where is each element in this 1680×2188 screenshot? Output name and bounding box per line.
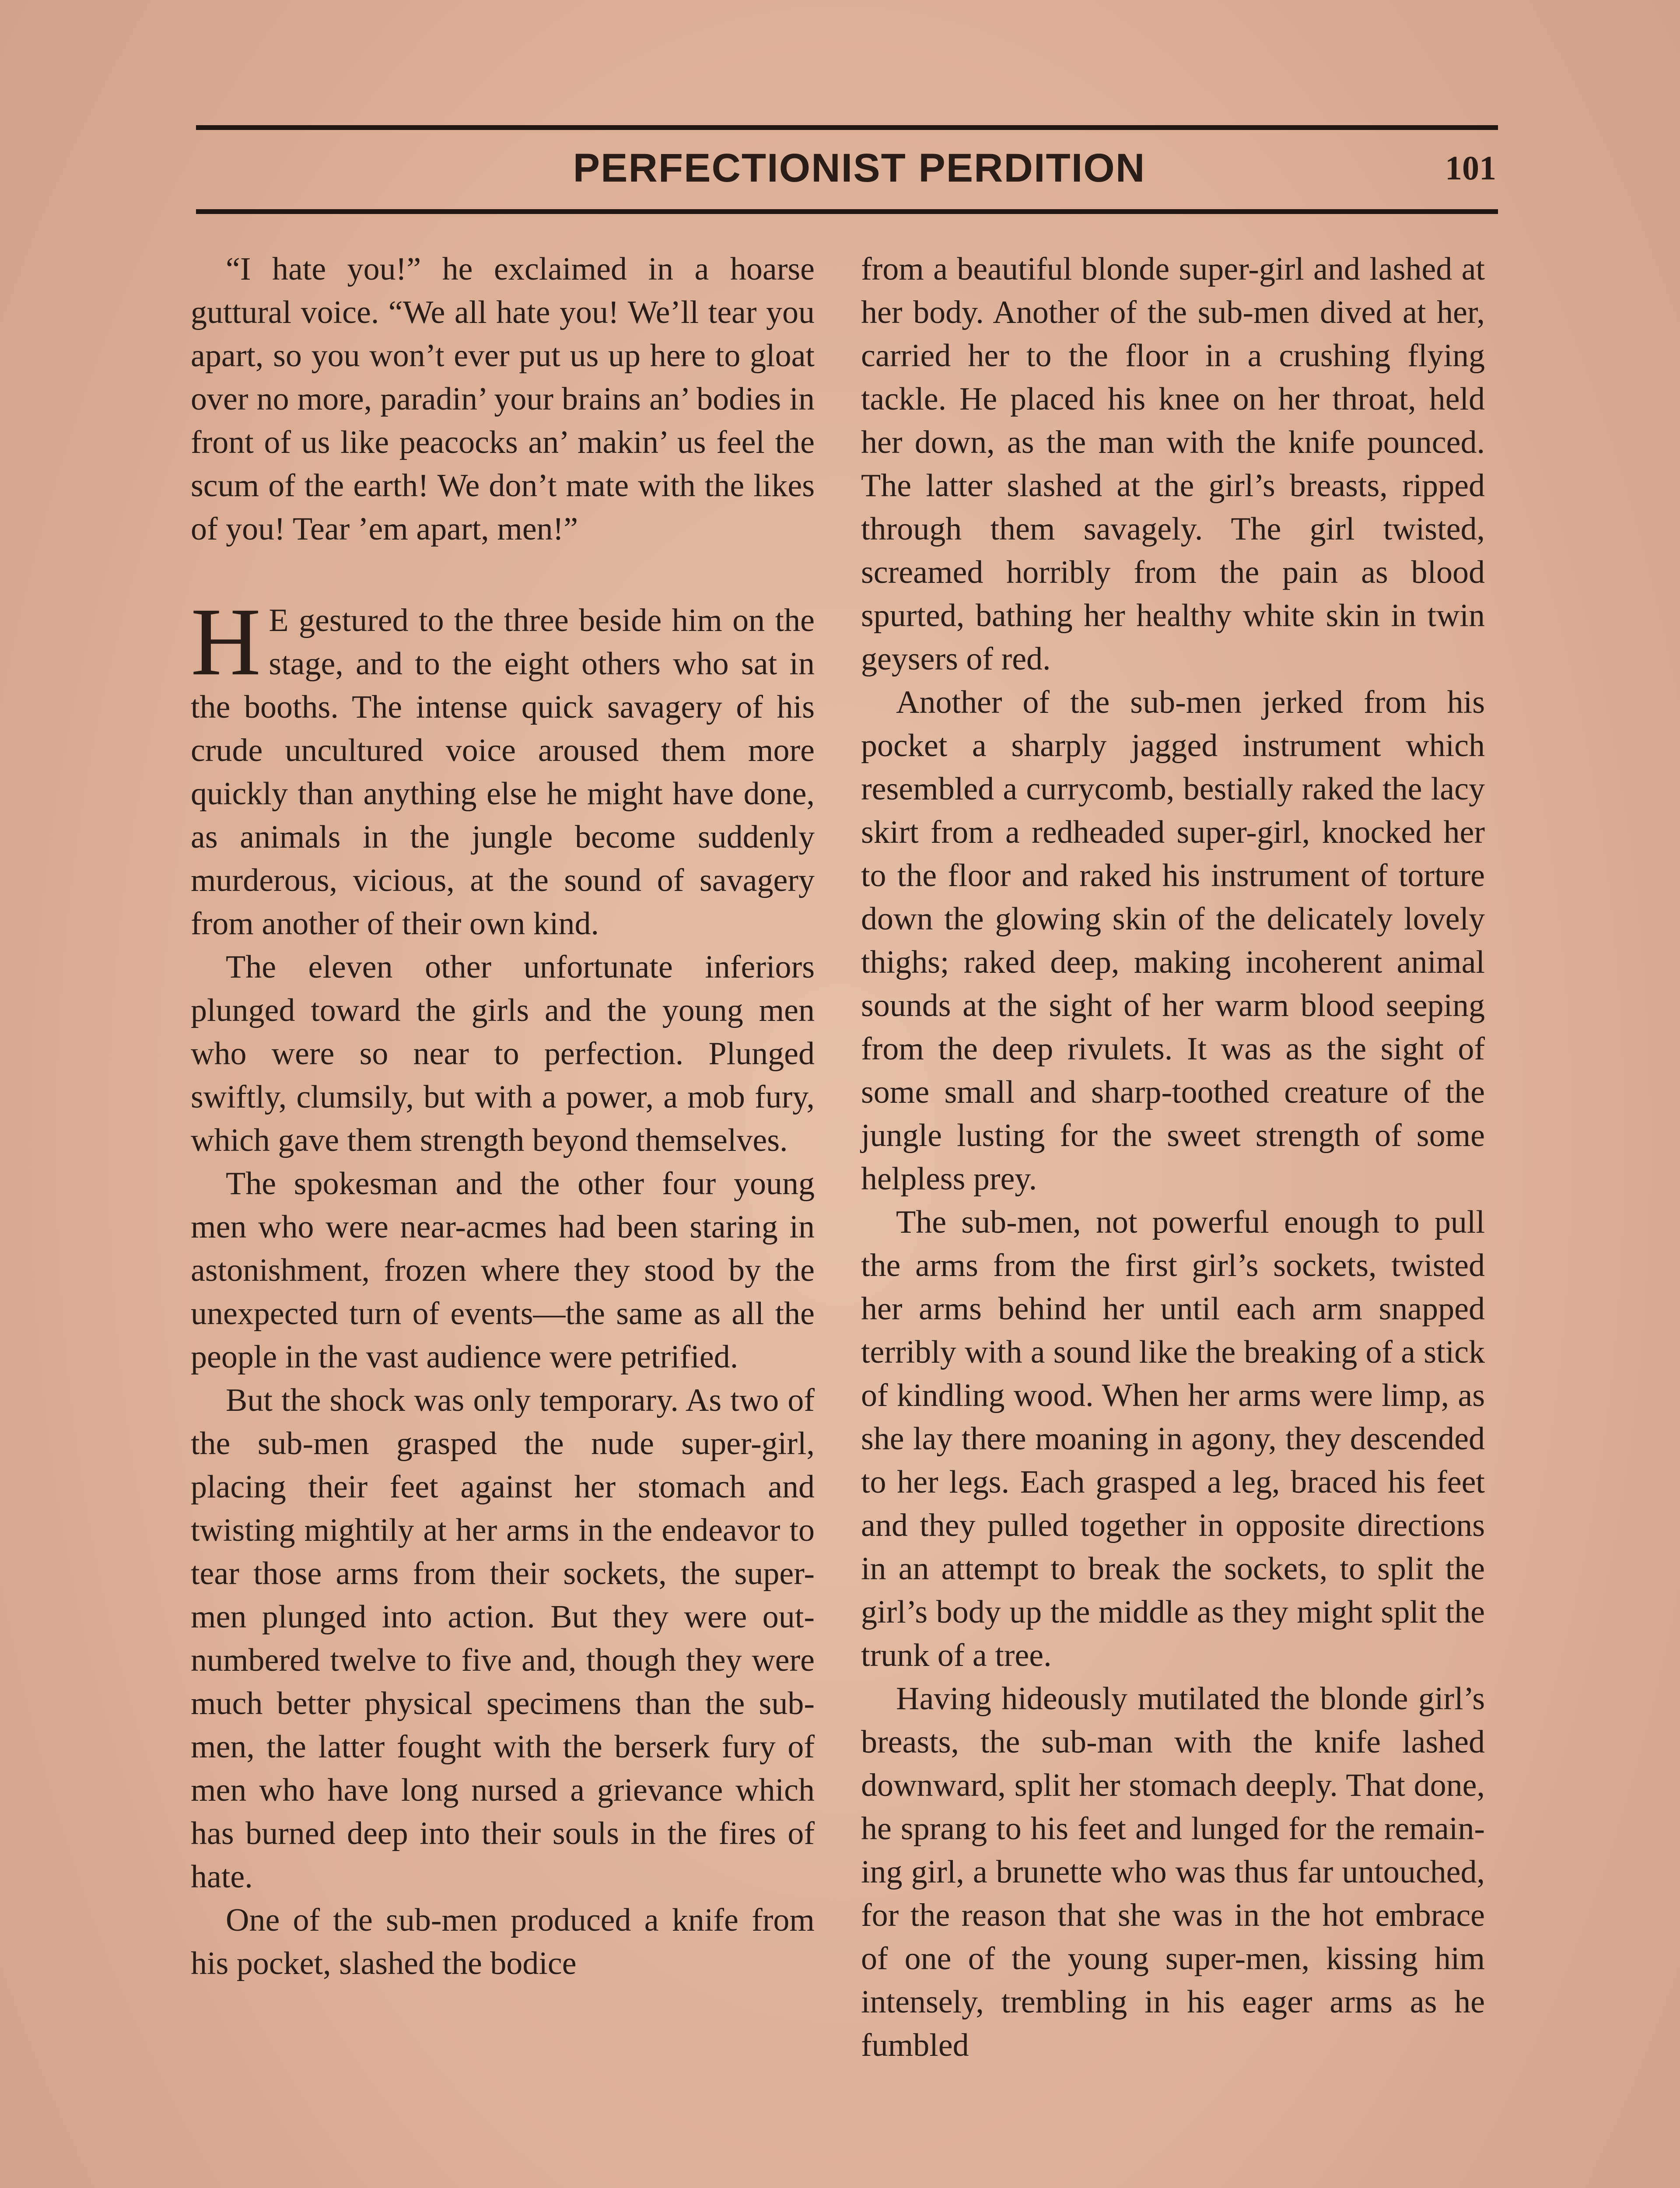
paragraph: But the shock was only temporary. As two of the sub-men grasped the nude super-girl, placing their feet against her stomach and twisting mightily at her arms in the endeavor to tear those arms from their sockets, the super-men plunged into action. But they were outnumbered twelve to five and, though they were much better physical specimens than the sub-men, the latter fought with the berserk fury of men who have long nursed a grievance which has burned deep into their souls in the fires of hate. xyxy=(191,1382,815,1895)
page-number: 101 xyxy=(1445,149,1496,187)
paragraph: Having hideously mutilated the blonde girl’s breasts, the sub-man with the knife lashed downward, split her stomach deeply. That done, he sprang to his feet and lunged for the remaining girl, a brunette who was thus far untouched, for the reason that she was in the hot embrace of one of the young super-men, kissing him intensely, trembling in his eager arms as he fumbled xyxy=(861,1681,1485,2063)
paragraph: The sub-men, not powerful enough to pull the arms from the first girl’s sockets, twisted her arms behind her until each arm snapped terribly with a sound like the breaking of a stick of kindling wood. When her arms were limp, as she lay there moaning in agony, they descended to her legs. Each grasped a leg, braced his feet and they pulled together in opposite directions in an attempt to break the sockets, to split the girl’s body up the middle as they might split the trunk of a tree. xyxy=(861,1204,1485,1673)
paragraph-with-drop-cap xyxy=(191,588,815,946)
running-title: PERFECTIONIST PERDITION xyxy=(573,146,1146,190)
paragraph-text: E gestured to the three beside him on the stage, and to the eight others who sat in the booths. The intense quick savagery of his crude uncultured voice aroused them more quickly than anything else he might have done, as animals in the jungle become suddenly murderous, vicious, at the sound of savagery from another of their own kind. xyxy=(191,603,815,942)
header-rule-top xyxy=(196,125,1498,130)
right-column xyxy=(861,248,1485,2067)
paragraph: “I hate you!” he exclaimed in a hoarse guttural voice. “We all hate you! We’ll tear you apart, so you won’t ever put us up here to gloat over no more, paradin’ your brains an’ bodies in front of us like peacocks an’ makin’ us feel the scum of the earth! We don’t mate with the likes of you! Tear ’em apart, men!” xyxy=(191,251,815,547)
left-column xyxy=(191,248,815,1985)
paragraph: The eleven other unfortunate inferiors plunged toward the girls and the young men who were so near to perfection. Plunged swiftly, clumsily, but with a power, a mob fury, which gave them strength beyond themselves. xyxy=(191,949,815,1158)
paragraph: One of the sub-men produced a knife from his pocket, slashed the bodice xyxy=(191,1902,815,1981)
header-rule-bottom xyxy=(196,209,1498,214)
paragraph: Another of the sub-men jerked from his pocket a sharply jagged instrument which resembled a currycomb, bestially raked the lacy skirt from a redheaded super-girl, knocked her to the floor and raked his instrument of torture down the glowing skin of the delicately lovely thighs; raked deep, making incoherent animal sounds at the sight of her warm blood seeping from the deep rivulets. It was as the sight of some small and sharp-toothed creature of the jungle lusting for the sweet strength of some helpless prey. xyxy=(861,684,1485,1197)
paragraph: The spokesman and the other four young men who were near-acmes had been staring in astonishment, frozen where they stood by the unexpected turn of events—the same as all the people in the vast audience were petrified. xyxy=(191,1166,815,1375)
paragraph: from a beautiful blonde super-girl and lashed at her body. Another of the sub-men dived at her, carried her to the floor in a crushing flying tackle. He placed his knee on her throat, held her down, as the man with the knife pounced. The latter slashed at the girl’s breasts, ripped through them savagely. The girl twisted, screamed horribly from the pain as blood spurted, bathing her healthy white skin in twin geysers of red. xyxy=(861,251,1485,677)
drop-cap: H xyxy=(191,588,261,696)
